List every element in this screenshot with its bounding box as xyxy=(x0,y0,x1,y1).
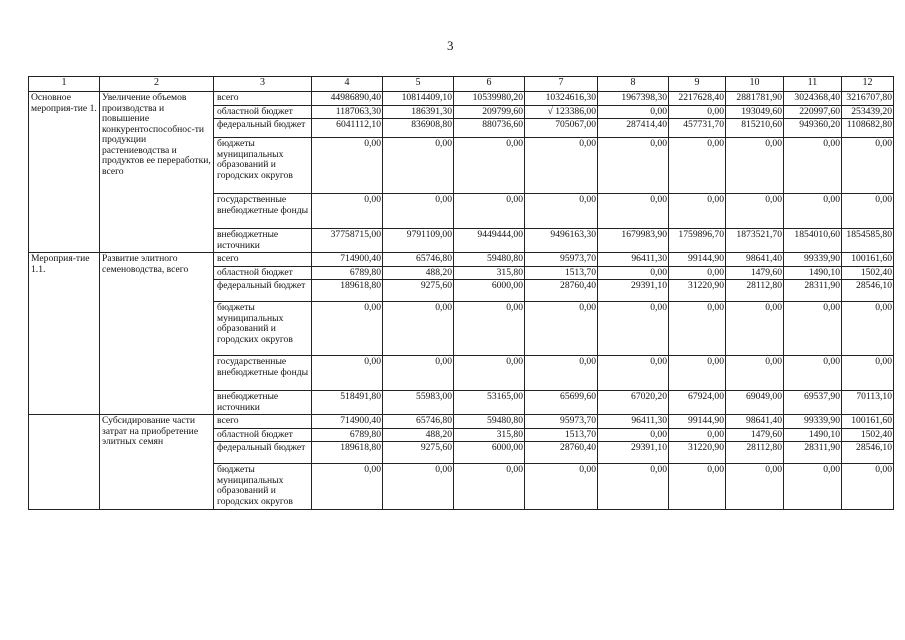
amount-cell: 705067,00 xyxy=(525,119,598,138)
amount-cell: 28311,90 xyxy=(784,442,842,464)
amount-cell: 96411,30 xyxy=(598,415,669,429)
column-number: 1 xyxy=(29,77,100,92)
amount-cell: 1187063,30 xyxy=(312,105,383,119)
column-number: 4 xyxy=(312,77,383,92)
amount-cell: 10324616,30 xyxy=(525,92,598,106)
amount-cell: 99339,90 xyxy=(784,415,842,429)
amount-cell: 10814409,10 xyxy=(383,92,454,106)
amount-cell: 59480,80 xyxy=(454,415,525,429)
column-number: 12 xyxy=(842,77,894,92)
amount-cell: 28112,80 xyxy=(726,280,784,302)
activity-name: Увеличение объемов производства и повышение конкурентоспособнос-ти продукции растениеводства и продуктов ее переработки, всего xyxy=(100,92,214,253)
amount-cell: 6789,80 xyxy=(312,428,383,442)
amount-cell: 0,00 xyxy=(383,356,454,391)
amount-cell: 98641,40 xyxy=(726,253,784,267)
amount-cell: 3216707,80 xyxy=(842,92,894,106)
amount-cell: 488,20 xyxy=(383,428,454,442)
amount-cell: 193049,60 xyxy=(726,105,784,119)
table-row xyxy=(29,415,894,429)
amount-cell: 0,00 xyxy=(312,138,383,194)
amount-cell: 1967398,30 xyxy=(598,92,669,106)
amount-cell: 0,00 xyxy=(842,194,894,229)
amount-cell: 99339,90 xyxy=(784,253,842,267)
funding-source: бюджеты муниципальных образований и городских округов xyxy=(214,302,312,356)
amount-cell: 96411,30 xyxy=(598,253,669,267)
amount-cell: 9275,60 xyxy=(383,280,454,302)
amount-cell: 28112,80 xyxy=(726,442,784,464)
amount-cell: 99144,90 xyxy=(669,253,726,267)
amount-cell: 714900,40 xyxy=(312,253,383,267)
amount-cell: 189618,80 xyxy=(312,442,383,464)
amount-cell: 65699,60 xyxy=(525,391,598,415)
amount-cell: 0,00 xyxy=(598,464,669,510)
amount-cell: 0,00 xyxy=(312,356,383,391)
column-number: 10 xyxy=(726,77,784,92)
amount-cell: 0,00 xyxy=(383,138,454,194)
funding-source: государственные внебюджетные фонды xyxy=(214,356,312,391)
amount-cell: 0,00 xyxy=(454,194,525,229)
amount-cell: 0,00 xyxy=(842,464,894,510)
amount-cell: 0,00 xyxy=(726,356,784,391)
amount-cell: 209799,60 xyxy=(454,105,525,119)
amount-cell: 59480,80 xyxy=(454,253,525,267)
amount-cell: 0,00 xyxy=(669,464,726,510)
amount-cell: 10539980,20 xyxy=(454,92,525,106)
amount-cell: 0,00 xyxy=(383,194,454,229)
amount-cell: 100161,60 xyxy=(842,415,894,429)
amount-cell: 0,00 xyxy=(669,428,726,442)
funding-source: всего xyxy=(214,92,312,106)
amount-cell: 37758715,00 xyxy=(312,229,383,253)
funding-source: внебюджетные источники xyxy=(214,391,312,415)
amount-cell: 65746,80 xyxy=(383,253,454,267)
amount-cell: 0,00 xyxy=(726,138,784,194)
activity-code: Мероприя-тие 1.1. xyxy=(29,253,100,415)
amount-cell: 67924,00 xyxy=(669,391,726,415)
header-row xyxy=(29,77,894,92)
amount-cell: 99144,90 xyxy=(669,415,726,429)
amount-cell: 1479,60 xyxy=(726,266,784,280)
amount-cell: 0,00 xyxy=(669,266,726,280)
amount-cell: 0,00 xyxy=(669,356,726,391)
amount-cell: 1502,40 xyxy=(842,428,894,442)
amount-cell: 0,00 xyxy=(454,464,525,510)
amount-cell: 69537,90 xyxy=(784,391,842,415)
amount-cell: 186391,30 xyxy=(383,105,454,119)
amount-cell: 1679983,90 xyxy=(598,229,669,253)
amount-cell: 28760,40 xyxy=(525,280,598,302)
funding-source: областной бюджет xyxy=(214,266,312,280)
amount-cell: 100161,60 xyxy=(842,253,894,267)
amount-cell: 0,00 xyxy=(784,464,842,510)
amount-cell: 28546,10 xyxy=(842,280,894,302)
amount-cell: 949360,20 xyxy=(784,119,842,138)
column-number: 8 xyxy=(598,77,669,92)
amount-cell: 0,00 xyxy=(525,194,598,229)
amount-cell: 9449444,00 xyxy=(454,229,525,253)
amount-cell: 0,00 xyxy=(598,356,669,391)
column-number: 2 xyxy=(100,77,214,92)
amount-cell: 0,00 xyxy=(383,302,454,356)
amount-cell: 29391,10 xyxy=(598,280,669,302)
amount-cell: 1854585,80 xyxy=(842,229,894,253)
activity-code xyxy=(29,415,100,510)
amount-cell: 29391,10 xyxy=(598,442,669,464)
amount-cell: 0,00 xyxy=(784,356,842,391)
amount-cell: 6789,80 xyxy=(312,266,383,280)
funding-source: всего xyxy=(214,415,312,429)
amount-cell: 0,00 xyxy=(454,138,525,194)
amount-cell: 0,00 xyxy=(784,302,842,356)
funding-source: федеральный бюджет xyxy=(214,119,312,138)
funding-source: государственные внебюджетные фонды xyxy=(214,194,312,229)
amount-cell: 6000,00 xyxy=(454,442,525,464)
page-number: 3 xyxy=(447,38,454,53)
column-number: 6 xyxy=(454,77,525,92)
amount-cell: 0,00 xyxy=(312,194,383,229)
amount-cell: 0,00 xyxy=(784,194,842,229)
amount-cell: 1108682,80 xyxy=(842,119,894,138)
amount-cell: 70113,10 xyxy=(842,391,894,415)
amount-cell: 0,00 xyxy=(454,302,525,356)
amount-cell: 28546,10 xyxy=(842,442,894,464)
amount-cell: 98641,40 xyxy=(726,415,784,429)
amount-cell: 1479,60 xyxy=(726,428,784,442)
amount-cell: 0,00 xyxy=(726,194,784,229)
amount-cell: 1502,40 xyxy=(842,266,894,280)
amount-cell: 95973,70 xyxy=(525,253,598,267)
amount-cell: 0,00 xyxy=(842,356,894,391)
amount-cell: 3024368,40 xyxy=(784,92,842,106)
amount-cell: 836908,80 xyxy=(383,119,454,138)
amount-cell: 28760,40 xyxy=(525,442,598,464)
funding-source: федеральный бюджет xyxy=(214,442,312,464)
amount-cell: 2881781,90 xyxy=(726,92,784,106)
amount-cell: 28311,90 xyxy=(784,280,842,302)
table-row xyxy=(29,92,894,106)
amount-cell: 0,00 xyxy=(669,138,726,194)
amount-cell: 253439,20 xyxy=(842,105,894,119)
amount-cell: 1854010,60 xyxy=(784,229,842,253)
amount-cell: 0,00 xyxy=(726,464,784,510)
amount-cell: 0,00 xyxy=(598,138,669,194)
amount-cell: √ 123386,00 xyxy=(525,105,598,119)
amount-cell: 2217628,40 xyxy=(669,92,726,106)
amount-cell: 0,00 xyxy=(598,194,669,229)
amount-cell: 815210,60 xyxy=(726,119,784,138)
amount-cell: 95973,70 xyxy=(525,415,598,429)
column-number: 9 xyxy=(669,77,726,92)
amount-cell: 9496163,30 xyxy=(525,229,598,253)
amount-cell: 518491,80 xyxy=(312,391,383,415)
funding-source: областной бюджет xyxy=(214,428,312,442)
amount-cell: 0,00 xyxy=(669,194,726,229)
amount-cell: 0,00 xyxy=(598,428,669,442)
amount-cell: 488,20 xyxy=(383,266,454,280)
amount-cell: 31220,90 xyxy=(669,442,726,464)
amount-cell: 287414,40 xyxy=(598,119,669,138)
activity-code: Основное мероприя-тие 1. xyxy=(29,92,100,253)
amount-cell: 0,00 xyxy=(525,356,598,391)
budget-table xyxy=(28,76,894,510)
amount-cell: 0,00 xyxy=(598,105,669,119)
amount-cell: 1873521,70 xyxy=(726,229,784,253)
amount-cell: 714900,40 xyxy=(312,415,383,429)
amount-cell: 0,00 xyxy=(842,138,894,194)
amount-cell: 1759896,70 xyxy=(669,229,726,253)
amount-cell: 0,00 xyxy=(669,302,726,356)
amount-cell: 53165,00 xyxy=(454,391,525,415)
amount-cell: 1513,70 xyxy=(525,266,598,280)
amount-cell: 0,00 xyxy=(842,302,894,356)
amount-cell: 65746,80 xyxy=(383,415,454,429)
amount-cell: 457731,70 xyxy=(669,119,726,138)
amount-cell: 1490,10 xyxy=(784,428,842,442)
amount-cell: 9275,60 xyxy=(383,442,454,464)
funding-source: федеральный бюджет xyxy=(214,280,312,302)
column-number: 3 xyxy=(214,77,312,92)
amount-cell: 0,00 xyxy=(598,266,669,280)
amount-cell: 69049,00 xyxy=(726,391,784,415)
amount-cell: 0,00 xyxy=(312,464,383,510)
funding-source: всего xyxy=(214,253,312,267)
amount-cell: 1513,70 xyxy=(525,428,598,442)
amount-cell: 315,80 xyxy=(454,266,525,280)
amount-cell: 31220,90 xyxy=(669,280,726,302)
activity-name: Развитие элитного семеноводства, всего xyxy=(100,253,214,415)
column-number: 5 xyxy=(383,77,454,92)
amount-cell: 0,00 xyxy=(312,302,383,356)
amount-cell: 0,00 xyxy=(383,464,454,510)
amount-cell: 0,00 xyxy=(525,464,598,510)
amount-cell: 0,00 xyxy=(525,302,598,356)
funding-source: бюджеты муниципальных образований и городских округов xyxy=(214,138,312,194)
amount-cell: 189618,80 xyxy=(312,280,383,302)
amount-cell: 67020,20 xyxy=(598,391,669,415)
column-number: 11 xyxy=(784,77,842,92)
amount-cell: 880736,60 xyxy=(454,119,525,138)
amount-cell: 9791109,00 xyxy=(383,229,454,253)
amount-cell: 6000,00 xyxy=(454,280,525,302)
amount-cell: 6041112,10 xyxy=(312,119,383,138)
table-row xyxy=(29,253,894,267)
amount-cell: 0,00 xyxy=(669,105,726,119)
funding-source: областной бюджет xyxy=(214,105,312,119)
amount-cell: 0,00 xyxy=(784,138,842,194)
amount-cell: 55983,00 xyxy=(383,391,454,415)
amount-cell: 0,00 xyxy=(598,302,669,356)
activity-name: Субсидирование части затрат на приобретение элитных семян xyxy=(100,415,214,510)
amount-cell: 0,00 xyxy=(454,356,525,391)
amount-cell: 220997,60 xyxy=(784,105,842,119)
amount-cell: 44986890,40 xyxy=(312,92,383,106)
column-number: 7 xyxy=(525,77,598,92)
amount-cell: 315,80 xyxy=(454,428,525,442)
amount-cell: 0,00 xyxy=(726,302,784,356)
funding-source: внебюджетные источники xyxy=(214,229,312,253)
amount-cell: 1490,10 xyxy=(784,266,842,280)
funding-source: бюджеты муниципальных образований и городских округов xyxy=(214,464,312,510)
amount-cell: 0,00 xyxy=(525,138,598,194)
